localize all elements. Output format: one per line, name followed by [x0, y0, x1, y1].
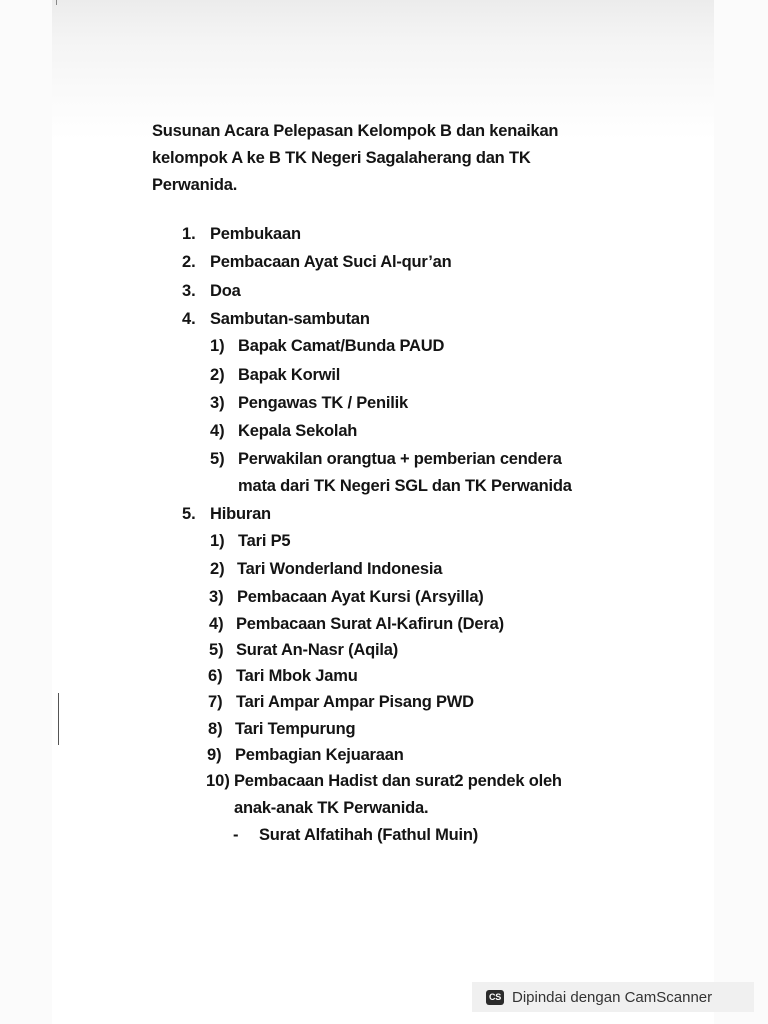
hiburan-3-number: 3) [209, 588, 224, 606]
camscanner-watermark [472, 982, 754, 1012]
hiburan-1-text: Tari P5 [238, 532, 291, 550]
item-1-text: Pembukaan [210, 225, 301, 243]
hiburan-1-number: 1) [210, 532, 225, 550]
scan-artifact-tick [56, 0, 57, 5]
hiburan-3-text: Pembacaan Ayat Kursi (Arsyilla) [237, 588, 484, 606]
item-3-text: Doa [210, 282, 241, 300]
watermark-text: Dipindai dengan CamScanner [512, 988, 713, 1006]
hiburan-6-text: Tari Mbok Jamu [236, 667, 358, 685]
sambutan-5-continuation: mata dari TK Negeri SGL dan TK Perwanida [238, 477, 572, 495]
sambutan-2-text: Bapak Korwil [238, 366, 341, 384]
item-2-number: 2. [182, 253, 196, 271]
sambutan-4-number: 4) [210, 422, 225, 440]
hiburan-7-text: Tari Ampar Ampar Pisang PWD [236, 693, 474, 711]
hiburan-10-continuation: anak-anak TK Perwanida. [234, 799, 429, 817]
item-3-number: 3. [182, 282, 196, 300]
camscanner-icon: CS [486, 990, 504, 1005]
hiburan-2-text: Tari Wonderland Indonesia [237, 560, 443, 578]
document-title: Susunan Acara Pelepasan Kelompok B dan kenaikan kelompok A ke B TK Negeri Sagalaherang dan TK Perwanida. [152, 122, 559, 194]
sambutan-5-number: 5) [210, 450, 225, 468]
sambutan-1-text: Bapak Camat/Bunda PAUD [238, 337, 445, 355]
hiburan-8-text: Tari Tempurung [235, 720, 356, 738]
hiburan-8-number: 8) [208, 720, 223, 738]
item-5-text: Hiburan [210, 505, 271, 523]
hiburan-6-number: 6) [208, 667, 223, 685]
subitem-bullet: - [233, 826, 239, 844]
item-4-text: Sambutan-sambutan [210, 310, 370, 328]
subitem-text: Surat Alfatihah (Fathul Muin) [259, 826, 479, 844]
sambutan-1-number: 1) [210, 337, 225, 355]
scan-artifact-line [58, 693, 59, 745]
hiburan-2-number: 2) [210, 560, 225, 578]
sambutan-2-number: 2) [210, 366, 225, 384]
item-4-number: 4. [182, 310, 196, 328]
hiburan-9-text: Pembagian Kejuaraan [235, 746, 404, 764]
hiburan-7-number: 7) [208, 693, 223, 711]
sambutan-3-number: 3) [210, 394, 225, 412]
hiburan-5-number: 5) [209, 641, 224, 659]
hiburan-10-text: Pembacaan Hadist dan surat2 pendek oleh [234, 772, 562, 790]
sambutan-3-text: Pengawas TK / Penilik [238, 394, 409, 412]
hiburan-10-number: 10) [206, 772, 230, 790]
hiburan-4-text: Pembacaan Surat Al-Kafirun (Dera) [236, 615, 504, 633]
hiburan-9-number: 9) [207, 746, 222, 764]
item-5-number: 5. [182, 505, 196, 523]
item-1-number: 1. [182, 225, 196, 243]
item-2-text: Pembacaan Ayat Suci Al-qur’an [210, 253, 452, 271]
sambutan-5-text: Perwakilan orangtua + pemberian cendera [238, 450, 562, 468]
hiburan-4-number: 4) [209, 615, 224, 633]
hiburan-5-text: Surat An-Nasr (Aqila) [236, 641, 399, 659]
sambutan-4-text: Kepala Sekolah [238, 422, 358, 440]
